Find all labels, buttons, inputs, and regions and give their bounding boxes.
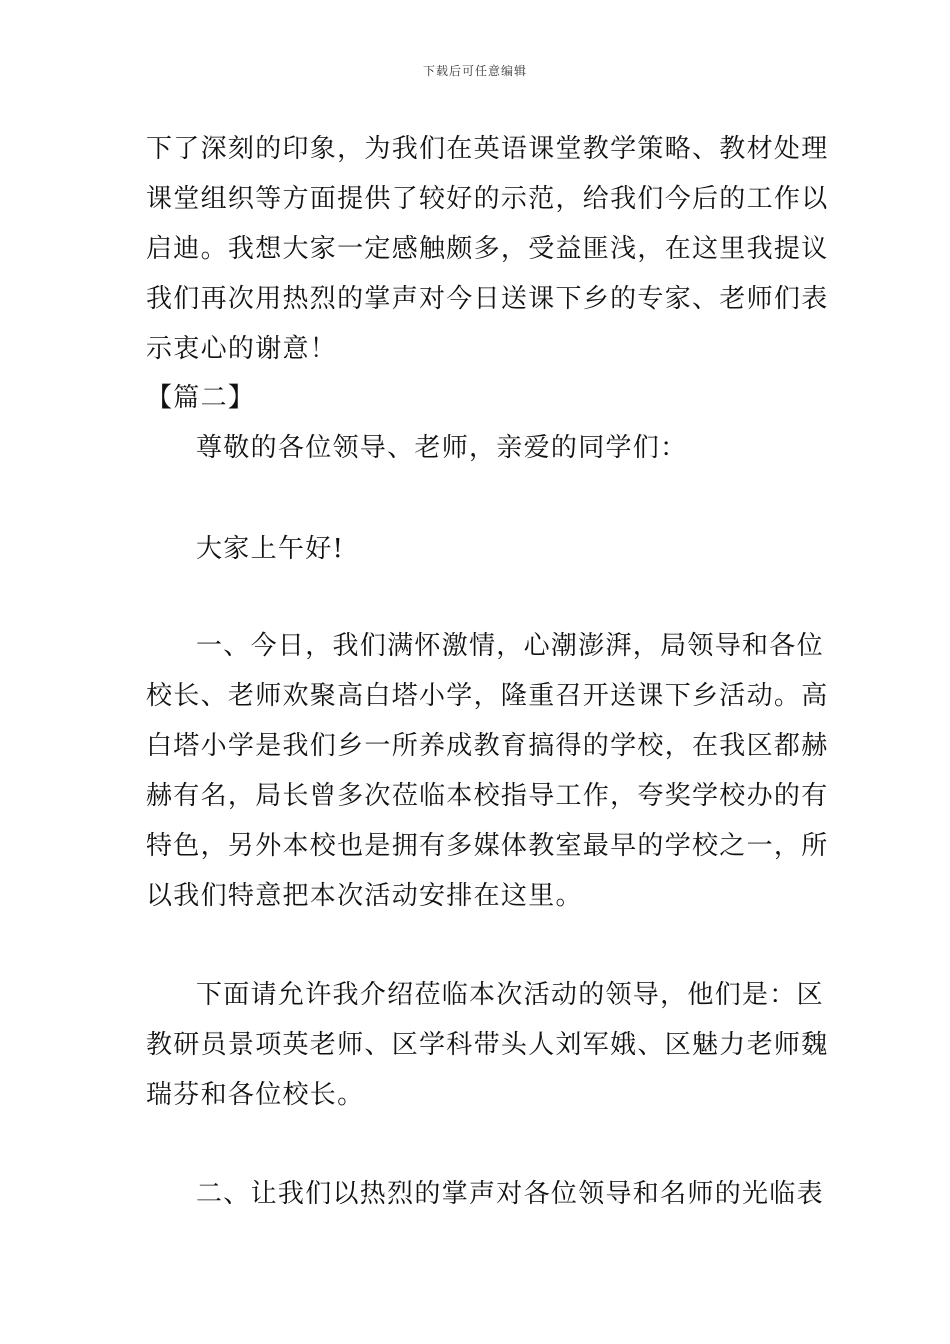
paragraph-line: 瑞芬和各位校长。 — [146, 1080, 365, 1110]
page-header: 下载后可任意编辑 — [422, 64, 527, 78]
paragraph-line: 校长、老师欢聚高白塔小学，隆重召开送课下乡活动。高 — [146, 681, 829, 711]
paragraph-line: 下了深刻的印象，为我们在英语课堂教学策略、教材处理 — [146, 134, 829, 164]
salutation: 尊敬的各位领导、老师，亲爱的同学们： — [196, 433, 688, 463]
paragraph-line: 教研员景项英老师、区学科带头人刘军娥、区魅力老师魏 — [146, 1030, 829, 1060]
paragraph-line: 以我们特意把本次活动安排在这里。 — [146, 881, 583, 911]
paragraph-line: 特色，另外本校也是拥有多媒体教室最早的学校之一，所 — [146, 831, 829, 861]
paragraph-line: 二、让我们以热烈的掌声对各位领导和名师的光临表 — [196, 1179, 824, 1209]
paragraph-line: 赫有名，局长曾多次莅临本校指导工作，夸奖学校办的有 — [146, 781, 829, 811]
paragraph-line: 白塔小学是我们乡一所养成教育搞得的学校，在我区都赫 — [146, 731, 829, 761]
paragraph-line: 一、今日，我们满怀激情，心潮澎湃，局领导和各位 — [196, 631, 824, 661]
greeting: 大家上午好! — [196, 534, 345, 564]
paragraph-line: 课堂组织等方面提供了较好的示范，给我们今后的工作以 — [146, 184, 829, 214]
paragraph-line: 启迪。我想大家一定感触颇多，受益匪浅，在这里我提议 — [146, 234, 829, 264]
section-heading: 【篇二】 — [146, 383, 256, 413]
paragraph-line: 下面请允许我介绍莅临本次活动的领导，他们是：区 — [196, 980, 824, 1010]
paragraph-line: 示衷心的谢意！ — [146, 334, 338, 364]
paragraph-line: 我们再次用热烈的掌声对今日送课下乡的专家、老师们表 — [146, 284, 829, 314]
